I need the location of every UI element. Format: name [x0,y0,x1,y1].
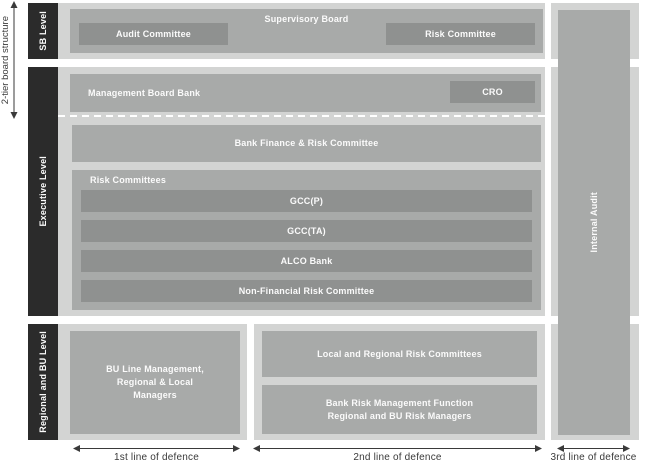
audit-committee-box: Audit Committee [79,23,228,45]
cro-box: CRO [450,81,535,103]
regional-level-tab [28,324,58,440]
third-line-of-defence-label: 3rd line of defence [550,452,637,463]
bank-risk-management-box [262,385,537,434]
bu-line-management-line3: Managers [133,390,177,400]
alco-bank-box: ALCO Bank [81,250,532,272]
first-line-of-defence-label: 1st line of defence [114,452,199,463]
sb-level-tab [28,3,58,59]
second-line-of-defence-label: 2nd line of defence [353,452,442,463]
risk-committees-group [72,170,541,310]
management-board-box [70,74,541,112]
bank-risk-management-line2: Regional and BU Risk Managers [327,410,472,421]
gcc-p-box: GCC(P) [81,190,532,212]
bank-finance-risk-committee-box: Bank Finance & Risk Committee [72,125,541,162]
executive-level-tab [28,67,58,316]
sb-level-label: SB Level [37,11,48,51]
risk-committee-box: Risk Committee [386,23,535,45]
non-financial-risk-committee-box: Non-Financial Risk Committee [81,280,532,302]
two-tier-label: 2-tier board structure [0,15,11,105]
supervisory-board-label: Supervisory Board [264,14,349,24]
bu-line-management-box [70,331,240,434]
bu-line-management-line1: BU Line Management, [106,364,204,374]
internal-audit-box [558,10,630,435]
supervisory-board-box [70,9,543,53]
bu-line-management-line2: Regional & Local [116,377,194,387]
risk-committees-title: Risk Committees [90,175,167,185]
executive-level-label: Executive Level [37,156,48,227]
two-tier-double-arrow-icon [9,1,19,119]
regional-level-label: Regional and BU Level [37,331,48,433]
management-board-label: Management Board Bank [88,87,201,98]
board-separator-dashed-line [58,115,545,117]
internal-audit-label: Internal Audit [588,192,599,253]
local-regional-risk-committees-box: Local and Regional Risk Committees [262,331,537,377]
gcc-ta-box: GCC(TA) [81,220,532,242]
bank-risk-management-line1: Bank Risk Management Function [325,397,474,408]
